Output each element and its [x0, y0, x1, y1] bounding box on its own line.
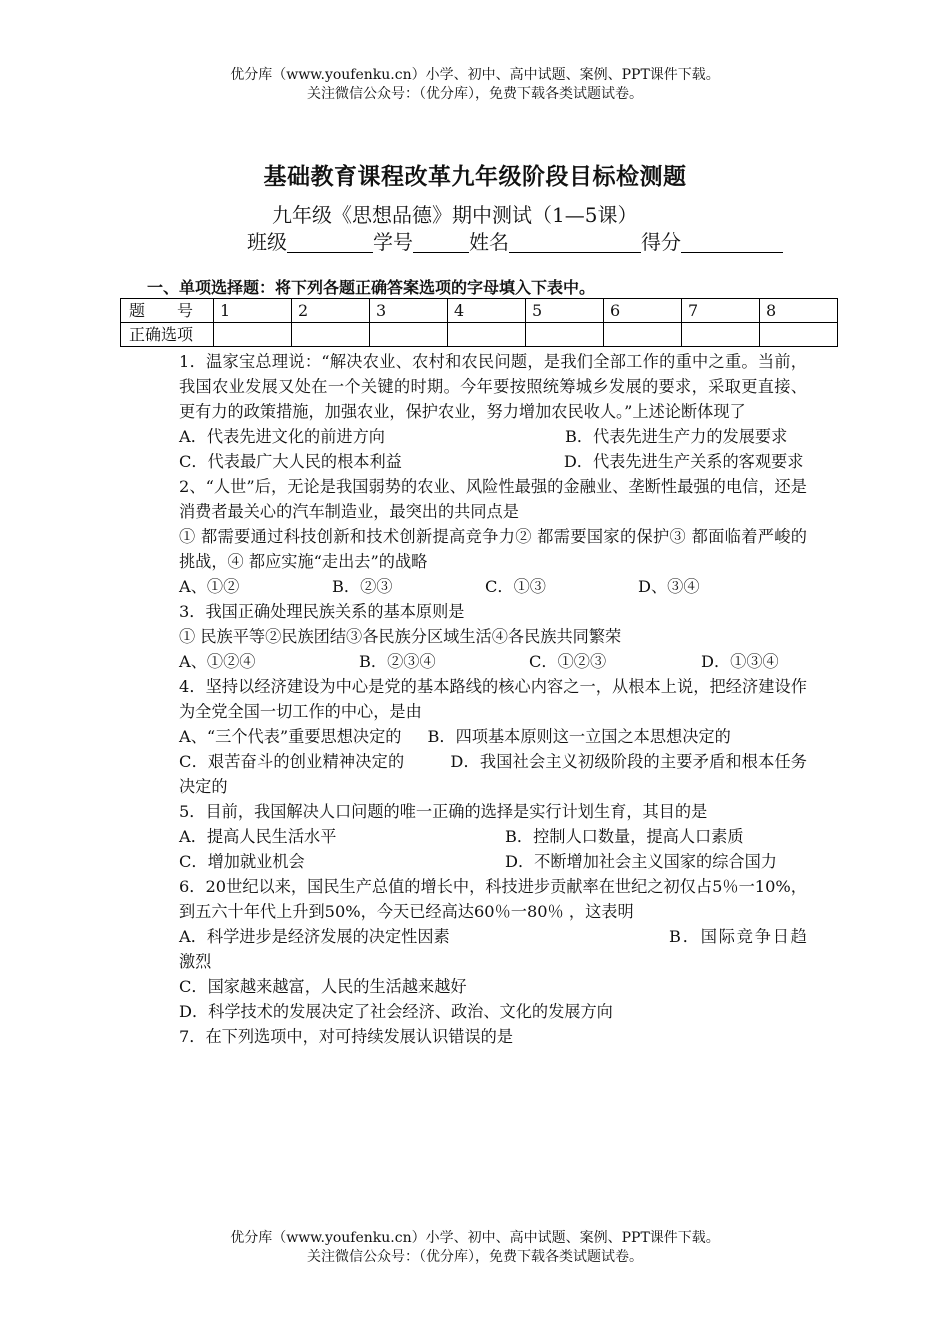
answer-cell[interactable]: [448, 323, 526, 347]
score-label: 得分: [641, 230, 681, 254]
q2-options: [145, 574, 807, 599]
name-blank[interactable]: [509, 230, 641, 253]
answer-table-header-row: [121, 299, 838, 323]
q4-stem: 4．坚持以经济建设为中心是党的基本路线的核心内容之一，从根本上说，把经济建设作为全党全国一切工作的中心，是由: [179, 677, 807, 721]
answer-table-answer-row: [121, 323, 838, 347]
answer-cell[interactable]: [292, 323, 370, 347]
q2-option-a: A、①②: [179, 577, 240, 596]
header-line-2: 关注微信公众号：（优分库），免费下载各类试题试卷。: [307, 86, 643, 102]
q4-option-c: C．艰苦奋斗的创业精神决定的: [179, 752, 405, 771]
q6-stem: 6．20世纪以来，国民生产总值的增长中，科技进步贡献率在世纪之初仅占5％一10%，到五六十年代上升到50%，今天已经高达60％一80％ ，这表明: [179, 877, 807, 921]
q1-stem: 1．温家宝总理说：“解决农业、农村和农民问题，是我们全部工作的重中之重。当前，我国农业发展又处在一个关键的时期。今年要按照统筹城乡发展的要求，采取更直接、更有力的政策措施，加强农业，保护农业，努力增加农民收人。”上述论断体现了: [179, 352, 807, 421]
score-blank[interactable]: [681, 230, 783, 253]
question-body: [145, 349, 807, 1049]
q4-options-cd: [145, 749, 807, 799]
q6-option-b: B．国际竞争日趋激烈: [179, 927, 807, 971]
section-heading: 一、单项选择题：将下列各题正确答案选项的字母填入下表中。: [147, 278, 596, 297]
q2-option-b: B．②③: [332, 577, 393, 596]
q2-items: ① 都需要通过科技创新和技术创新提高竞争力② 都需要国家的保护③ 都面临着严峻的挑战，④ 都应实施“走出去”的战略: [179, 527, 807, 571]
q7-stem: 7．在下列选项中，对可持续发展认识错误的是: [179, 1027, 514, 1046]
table-row-label: 题 号: [121, 299, 214, 323]
q2-option-c: C．①③: [485, 577, 546, 596]
footer-line-2: 关注微信公众号：（优分库），免费下载各类试题试卷。: [307, 1249, 643, 1265]
q5-options-cd: [145, 849, 807, 874]
q6-option-a: A．科学进步是经济发展的决定性因素: [179, 927, 450, 946]
table-cell-number: 4: [448, 299, 526, 323]
table-row-label: 正确选项: [121, 323, 214, 347]
class-label: 班级: [247, 230, 287, 254]
answer-cell[interactable]: [370, 323, 448, 347]
q6-options-ab: [145, 924, 807, 974]
q5-options-ab: [145, 824, 807, 849]
q6-option-c: C．国家越来越富，人民的生活越来越好: [179, 977, 467, 996]
q1-options-cd: [145, 449, 807, 474]
answer-cell[interactable]: [526, 323, 604, 347]
q3-stem: 3．我国正确处理民族关系的基本原则是: [179, 602, 465, 621]
q4-options-ab: [145, 724, 807, 749]
subtitle: 九年级《思想品德》期中测试（1—5课）: [272, 203, 638, 227]
footer-line-1: 优分库（www.youfenku.cn）小学、初中、高中试题、案例、PPT课件下载。: [230, 1230, 720, 1246]
number-blank[interactable]: [413, 230, 469, 253]
q1-options-ab: [145, 424, 807, 449]
q2-option-d: D、③④: [638, 577, 700, 596]
table-cell-number: 2: [292, 299, 370, 323]
table-cell-number: 5: [526, 299, 604, 323]
q5-option-c: C．增加就业机会: [179, 852, 305, 871]
q4-option-b: B．四项基本原则这一立国之本思想决定的: [427, 727, 731, 746]
page-title: 基础教育课程改革九年级阶段目标检测题: [263, 163, 687, 190]
q1-option-b: B．代表先进生产力的发展要求: [564, 427, 788, 446]
table-cell-number: 7: [682, 299, 760, 323]
q3-option-c: C．①②③: [529, 652, 607, 671]
q4-option-a: A、“三个代表”重要思想决定的: [179, 727, 402, 746]
q1-option-a: A．代表先进文化的前进方向: [179, 427, 385, 446]
student-info-fields: [247, 226, 783, 255]
number-label: 学号: [373, 230, 413, 254]
answer-cell[interactable]: [682, 323, 760, 347]
q4-option-d: D．我国社会主义初级阶段的主要矛盾和根本任务决定的: [179, 752, 807, 796]
answer-table: [120, 298, 838, 347]
table-cell-number: 8: [760, 299, 838, 323]
class-blank[interactable]: [287, 230, 373, 253]
table-cell-number: 6: [604, 299, 682, 323]
answer-cell[interactable]: [214, 323, 292, 347]
q1-option-d: D．代表先进生产关系的客观要求: [563, 452, 804, 471]
q3-option-b: B．②③④: [359, 652, 436, 671]
q2-stem: 2、“人世”后，无论是我国弱势的农业、风险性最强的金融业、垄断性最强的电信，还是消费者最关心的汽车制造业，最突出的共同点是: [179, 477, 807, 521]
header-line-1: 优分库（www.youfenku.cn）小学、初中、高中试题、案例、PPT课件下载。: [230, 67, 720, 83]
table-cell-number: 1: [214, 299, 292, 323]
q3-items: ① 民族平等②民族团结③各民族分区域生活④各民族共同繁荣: [179, 627, 622, 646]
answer-cell[interactable]: [604, 323, 682, 347]
q3-option-a: A、①②④: [179, 652, 256, 671]
q5-stem: 5．目前，我国解决人口问题的唯一正确的选择是实行计划生育，其目的是: [179, 802, 708, 821]
q5-option-a: A．提高人民生活水平: [179, 827, 337, 846]
q5-option-d: D．不断增加社会主义国家的综合国力: [505, 852, 777, 871]
answer-cell[interactable]: [760, 323, 838, 347]
q3-options: [145, 649, 807, 674]
q5-option-b: B．控制人口数量，提高人口素质: [505, 827, 744, 846]
q6-option-d: D．科学技术的发展决定了社会经济、政治、文化的发展方向: [179, 1002, 613, 1021]
name-label: 姓名: [469, 230, 509, 254]
q1-option-c: C．代表最广大人民的根本利益: [179, 452, 402, 471]
q3-option-d: D．①③④: [701, 652, 779, 671]
table-cell-number: 3: [370, 299, 448, 323]
